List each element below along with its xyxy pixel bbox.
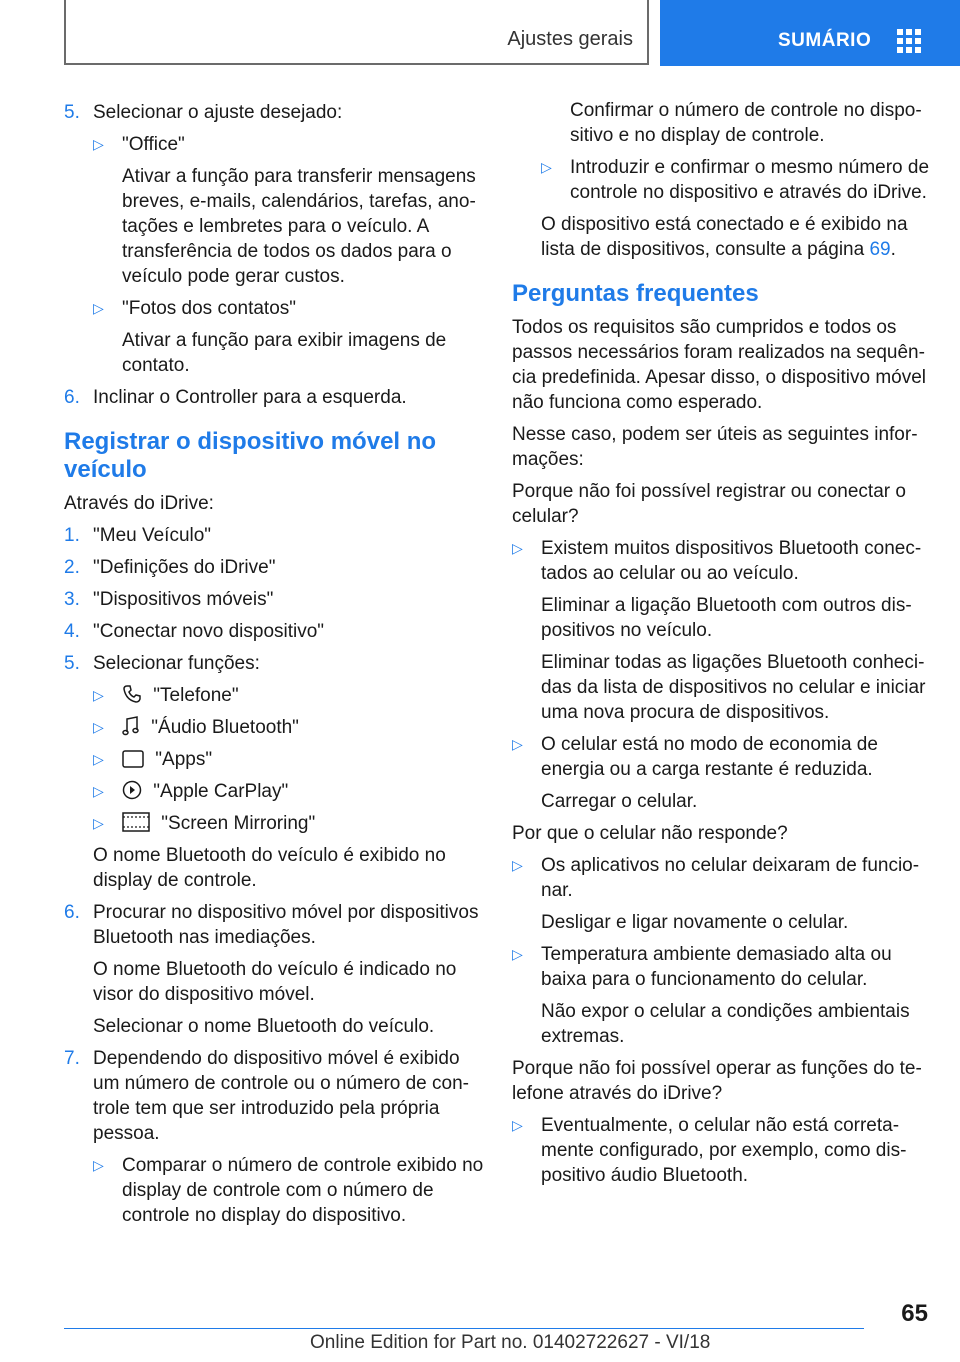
triangle-bullet-icon: ▷ [93, 687, 104, 703]
bullet-text: Comparar o número de controle exibido no display de controle com o número de controle no display do dispositivo. [122, 1155, 484, 1226]
page-number: 65 [901, 1300, 928, 1327]
step-text: "Definições do iDrive" [93, 557, 276, 578]
triangle-bullet-icon: ▷ [512, 1117, 523, 1133]
faq-intro: Todos os requisitos são cumpridos e todos os passos necessários foram realizados na sequência predefinida. Apesar disso, o dispositivo móvel não funciona como esperado. [512, 317, 927, 413]
office-description: Ativar a função para transferir mensagens breves, e-mails, calendários, tarefas, anotações e lembretes para o veículo. A transferência de todos os dados para o veículo pode gerar custos. [122, 166, 476, 287]
section-heading-register: Registrar o dispositivo móvel no veículo [64, 428, 437, 483]
faq-answer-note: Eliminar todas as ligações Bluetooth conhecidas da lista de dispositivos no celular e iniciar uma nova procura de dispositivos. [541, 652, 926, 723]
triangle-bullet-icon: ▷ [93, 751, 104, 767]
step-6-note-a: O nome Bluetooth do veículo é indicado no visor do dispositivo móvel. [93, 959, 457, 1005]
step-text: Selecionar funções: [93, 653, 260, 674]
bullet-text: Existem muitos dispositivos Bluetooth conectados ao celular ou ao veículo. [541, 538, 922, 584]
right-column [512, 100, 930, 1195]
connected-label: O dispositivo está conectado e é exibido na lista de dispositivos, consulte a página [541, 214, 908, 260]
triangle-bullet-icon: ▷ [93, 1157, 104, 1173]
step-number: 6. [64, 387, 80, 408]
grid-menu-icon [897, 29, 921, 53]
bullet-text: Introduzir e confirmar o mesmo número de controle no dispositivo e através do iDrive. [570, 157, 930, 203]
register-step-7 [64, 1046, 484, 1146]
triangle-bullet-icon: ▷ [93, 136, 104, 152]
faq-answer [512, 536, 930, 586]
step-number: 5. [64, 102, 80, 123]
register-step [64, 523, 484, 548]
register-step-6 [64, 900, 484, 950]
faq-answer [512, 732, 930, 782]
section-title-box [64, 0, 649, 65]
triangle-bullet-icon: ▷ [93, 300, 104, 316]
triangle-bullet-icon: ▷ [512, 736, 523, 752]
step-7-compare [93, 1153, 484, 1228]
func-label: "Screen Mirroring" [161, 813, 316, 834]
fotos-label: "Fotos dos contatos" [122, 298, 297, 319]
triangle-bullet-icon: ▷ [93, 815, 104, 831]
func-mirroring [93, 811, 484, 836]
carplay-icon [122, 780, 142, 800]
step-6-tilt [64, 385, 484, 410]
step-number: 1. [64, 525, 80, 546]
section-heading-faq: Perguntas frequentes [512, 280, 759, 307]
introduce-item [541, 155, 930, 205]
func-carplay [93, 779, 484, 804]
step-text: Inclinar o Controller para a esquerda. [93, 387, 407, 408]
func-label: "Áudio Bluetooth" [151, 717, 299, 738]
music-note-icon [122, 716, 140, 736]
func-telefone [93, 683, 484, 708]
footer-divider [64, 1328, 864, 1329]
bullet-text: Os aplicativos no celular deixaram de funcionar. [541, 855, 920, 901]
connected-text [512, 212, 930, 262]
register-step [64, 555, 484, 580]
step-text: "Dispositivos móveis" [93, 589, 274, 610]
step-5-settings [64, 100, 484, 125]
section-title: Ajustes gerais [507, 28, 633, 50]
bullet-text: O celular está no modo de economia de energia ou a carga restante é reduzida. [541, 734, 878, 780]
faq-answer-note: Carregar o celular. [541, 791, 698, 812]
left-column [64, 100, 484, 1235]
faq-answer [512, 1113, 930, 1188]
faq-answer-note: Desligar e ligar novamente o celular. [541, 912, 849, 933]
step-number: 7. [64, 1048, 80, 1069]
step-number: 2. [64, 557, 80, 578]
phone-icon [122, 684, 142, 704]
sumario-label: SUMÁRIO [778, 30, 872, 51]
func-label: "Apps" [155, 749, 213, 770]
triangle-bullet-icon: ▷ [93, 719, 104, 735]
page-header [64, 0, 960, 66]
screen-mirroring-icon [122, 812, 150, 832]
bt-name-text: O nome Bluetooth do veículo é exibido no display de controle. [93, 845, 446, 891]
bullet-text: Eventualmente, o celular não está corretamente configurado, por exemplo, como dispositivo áudio Bluetooth. [541, 1115, 907, 1186]
register-step [64, 619, 484, 644]
step-number: 3. [64, 589, 80, 610]
faq-answer-note: Eliminar a ligação Bluetooth com outros dispositivos no veículo. [541, 595, 912, 641]
edition-text: Online Edition for Part no. 01402722627 - VI/18 [310, 1332, 711, 1353]
func-apps [93, 747, 484, 772]
fotos-description: Ativar a função para exibir imagens de contato. [122, 330, 447, 376]
step-number: 6. [64, 902, 80, 923]
bullet-text: Temperatura ambiente demasiado alta ou baixa para o funcionamento do celular. [541, 944, 892, 990]
via-idrive-text: Através do iDrive: [64, 493, 214, 514]
step-number: 5. [64, 653, 80, 674]
step-text: "Meu Veículo" [93, 525, 212, 546]
page-link[interactable]: 69 [869, 239, 891, 260]
faq-answer [512, 942, 930, 992]
triangle-bullet-icon: ▷ [512, 946, 523, 962]
faq-question: Porque não foi possível operar as funções do telefone através do iDrive? [512, 1058, 922, 1104]
sumario-button[interactable] [660, 0, 960, 66]
period: . [890, 239, 896, 260]
triangle-bullet-icon: ▷ [512, 540, 523, 556]
step-6-note-b: Selecionar o nome Bluetooth do veículo. [93, 1016, 435, 1037]
faq-question: Porque não foi possível registrar ou conectar o celular? [512, 481, 906, 527]
func-label: "Telefone" [153, 685, 239, 706]
triangle-bullet-icon: ▷ [541, 159, 552, 175]
step-number: 4. [64, 621, 80, 642]
faq-answer-note: Não expor o celular a condições ambientais extremas. [541, 1001, 910, 1047]
office-item [93, 132, 484, 157]
confirm-text: Confirmar o número de controle no dispositivo e no display de controle. [570, 100, 922, 146]
faq-intro-2: Nesse caso, podem ser úteis as seguintes informações: [512, 424, 918, 470]
step-text: "Conectar novo dispositivo" [93, 621, 325, 642]
func-audio [93, 715, 484, 740]
apps-icon [122, 750, 144, 768]
step-text: Selecionar o ajuste desejado: [93, 102, 343, 123]
faq-question: Por que o celular não responde? [512, 823, 788, 844]
fotos-item [93, 296, 484, 321]
triangle-bullet-icon: ▷ [512, 857, 523, 873]
faq-answer [512, 853, 930, 903]
register-step [64, 587, 484, 612]
office-label: "Office" [122, 134, 185, 155]
step-text: Procurar no dispositivo móvel por dispositivos Bluetooth nas imediações. [93, 902, 479, 948]
step-text: Dependendo do dispositivo móvel é exibido um número de controle ou o número de controle tem que ser introduzido pela própria pessoa. [93, 1048, 469, 1144]
triangle-bullet-icon: ▷ [93, 783, 104, 799]
register-step [64, 651, 484, 676]
func-label: "Apple CarPlay" [153, 781, 289, 802]
